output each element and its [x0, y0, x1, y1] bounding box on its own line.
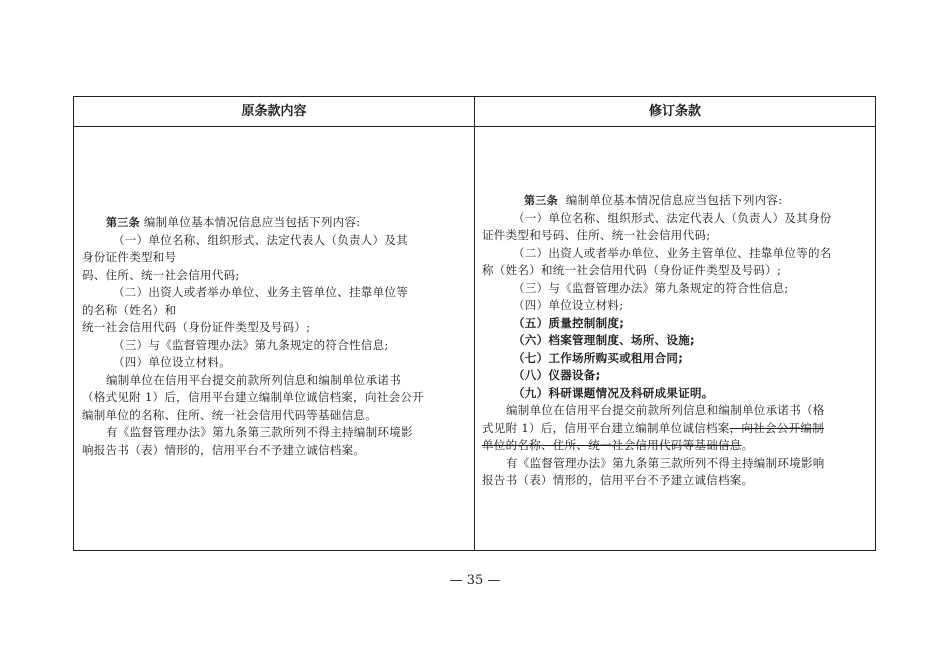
revised-line: （二）出资人或者举办单位、业务主管单位、挂靠单位等的名 [513, 245, 832, 260]
original-line: 编制单位的名称、住所、统一社会信用代码等基础信息。 [82, 407, 377, 422]
original-line: 编制单位在信用平台提交前款所列信息和编制单位承诺书 [106, 372, 401, 387]
original-line: （三）与《监督管理办法》第九条规定的符合性信息; [113, 337, 389, 352]
added-line: （七）工作场所购买或租用合同; [513, 350, 684, 365]
added-line: （六）档案管理制度、场所、设施; [513, 333, 695, 347]
deleted-text: 单位的名称、住所、统一社会信用代码等基础信息 [482, 438, 742, 452]
revised-line: 有《监督管理办法》第九条第三款所列不得主持编制环境影响 [506, 455, 825, 470]
revised-line: 式见附 1）后，信用平台建立编制单位诚信档案，向社会公开编制 [482, 420, 824, 435]
revised-line: （三）与《监督管理办法》第九条规定的符合性信息; [513, 280, 789, 295]
comparison-table [73, 96, 876, 551]
original-line: （四）单位设立材料。 [113, 355, 231, 369]
deleted-text: ，向社会公开编制 [729, 420, 824, 435]
original-line: （一）单位名称、组织形式、法定代表人（负责人）及其 [113, 232, 408, 247]
page-number: — 35 — [449, 573, 501, 588]
original-line: 响报告书（表）情形的，信用平台不予建立诚信档案。 [82, 442, 366, 457]
article-label: 第三条 [106, 216, 140, 229]
revised-line: 第三条 编制单位基本情况信息应当包括下列内容: [524, 193, 783, 207]
original-line: 第三条 编制单位基本情况信息应当包括下列内容: [106, 215, 361, 229]
revised-line: 证件类型和号码、住所、统一社会信用代码; [482, 228, 711, 242]
header-original: 原条款内容 [241, 104, 307, 119]
revised-line: 称（姓名）和统一社会信用代码（身份证件类型及号码）; [482, 263, 782, 277]
revised-line: 单位的名称、住所、统一社会信用代码等基础信息。 [482, 438, 754, 452]
revised-line: （四）单位设立材料; [513, 298, 624, 312]
original-line: 的名称（姓名）和 [82, 302, 177, 317]
original-line: （二）出资人或者举办单位、业务主管单位、挂靠单位等 [113, 285, 408, 299]
original-line: 统一社会信用代码（身份证件类型及号码）; [82, 320, 311, 334]
revised-line: 编制单位在信用平台提交前款所列信息和编制单位承诺书（格 [506, 403, 825, 417]
added-line: （九）科研课题情况及科研成果证明。 [513, 385, 714, 400]
added-line: （八）仪器设备; [513, 368, 601, 382]
revised-line: 报告书（表）情形的，信用平台不予建立诚信档案。 [482, 473, 754, 487]
header-revised: 修订条款 [648, 104, 701, 119]
article-label: 第三条 [524, 194, 558, 207]
original-column [82, 214, 468, 459]
original-line: 身份证件类型和号 [82, 250, 177, 264]
added-line: （五）质量控制制度; [513, 315, 625, 330]
revised-line: （一）单位名称、组织形式、法定代表人（负责人）及其身份 [513, 210, 832, 225]
revised-column [482, 192, 870, 490]
original-line: （格式见附 1）后，信用平台建立编制单位诚信档案，向社会公开 [82, 390, 424, 404]
column-divider [474, 97, 475, 550]
original-line: 有《监督管理办法》第九条第三款所列不得主持编制环境影 [106, 425, 413, 439]
original-line: 码、住所、统一社会信用代码; [82, 267, 240, 282]
